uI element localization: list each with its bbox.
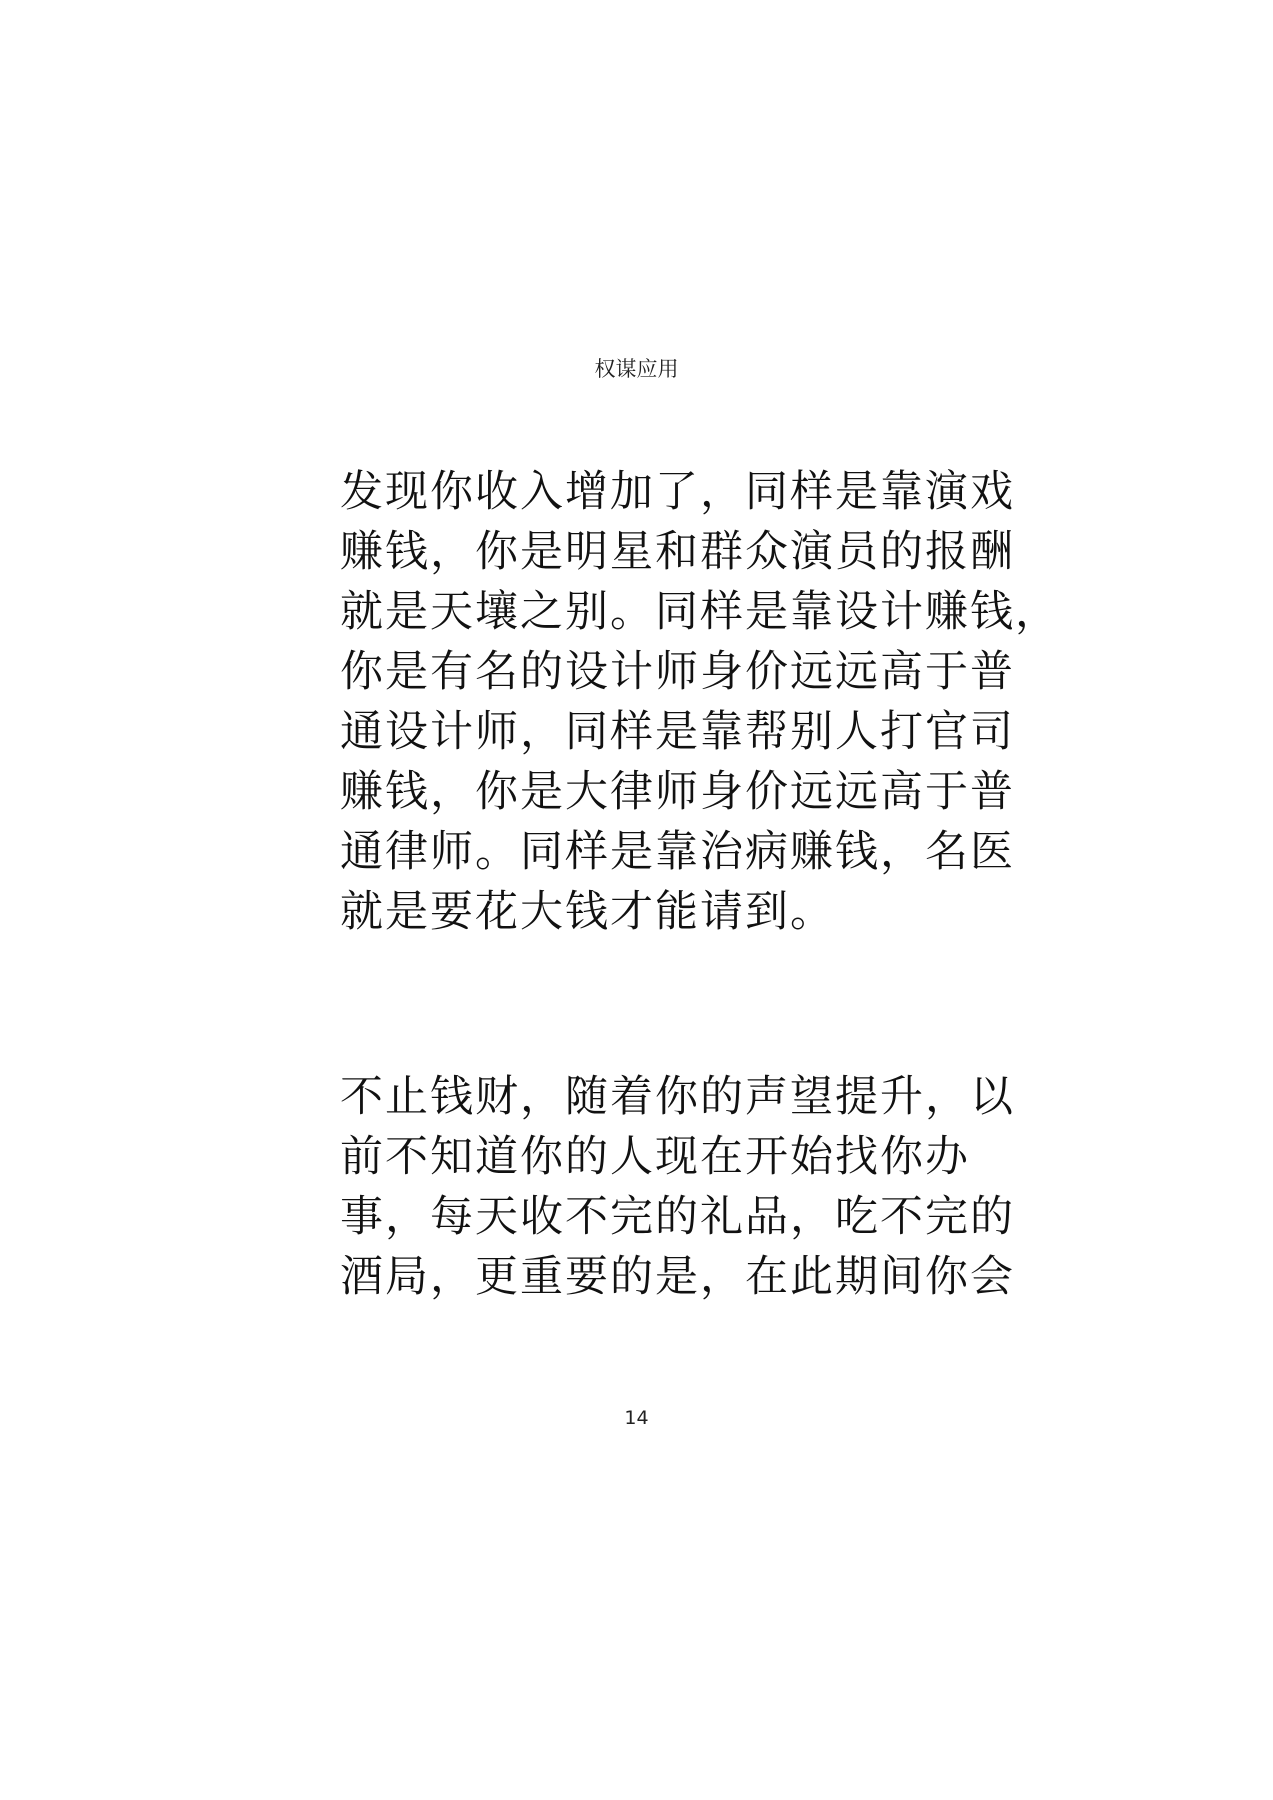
paragraph-line: 前不知道你的人现在开始找你办 <box>340 1132 970 1182</box>
paragraph-line: 酒局，更重要的是，在此期间你会 <box>340 1252 1015 1302</box>
paragraph-line: 发现你收入增加了，同样是靠演戏 <box>340 467 1015 517</box>
paragraph-line: 赚钱，你是明星和群众演员的报酬 <box>340 527 1015 577</box>
running-header: 权谋应用 <box>594 357 679 381</box>
paragraph-line: 不止钱财，随着你的声望提升，以 <box>340 1072 1015 1122</box>
page-number: 14 <box>624 1407 649 1429</box>
paragraph-line: 就是要花大钱才能请到。 <box>340 887 835 937</box>
paragraph-line: 通律师。同样是靠治病赚钱，名医 <box>340 827 1015 877</box>
paragraph-2 <box>340 1067 1015 1307</box>
paragraph-line: 你是有名的设计师身价远远高于普 <box>340 647 1015 697</box>
paragraph-line: 就是天壤之别。同样是靠设计赚钱， <box>340 587 1060 637</box>
paragraph-line: 事，每天收不完的礼品，吃不完的 <box>340 1192 1015 1242</box>
paragraph-line: 通设计师，同样是靠帮别人打官司 <box>340 707 1015 757</box>
paragraph-line: 赚钱，你是大律师身价远远高于普 <box>340 767 1015 817</box>
paragraph-1 <box>340 462 1060 942</box>
